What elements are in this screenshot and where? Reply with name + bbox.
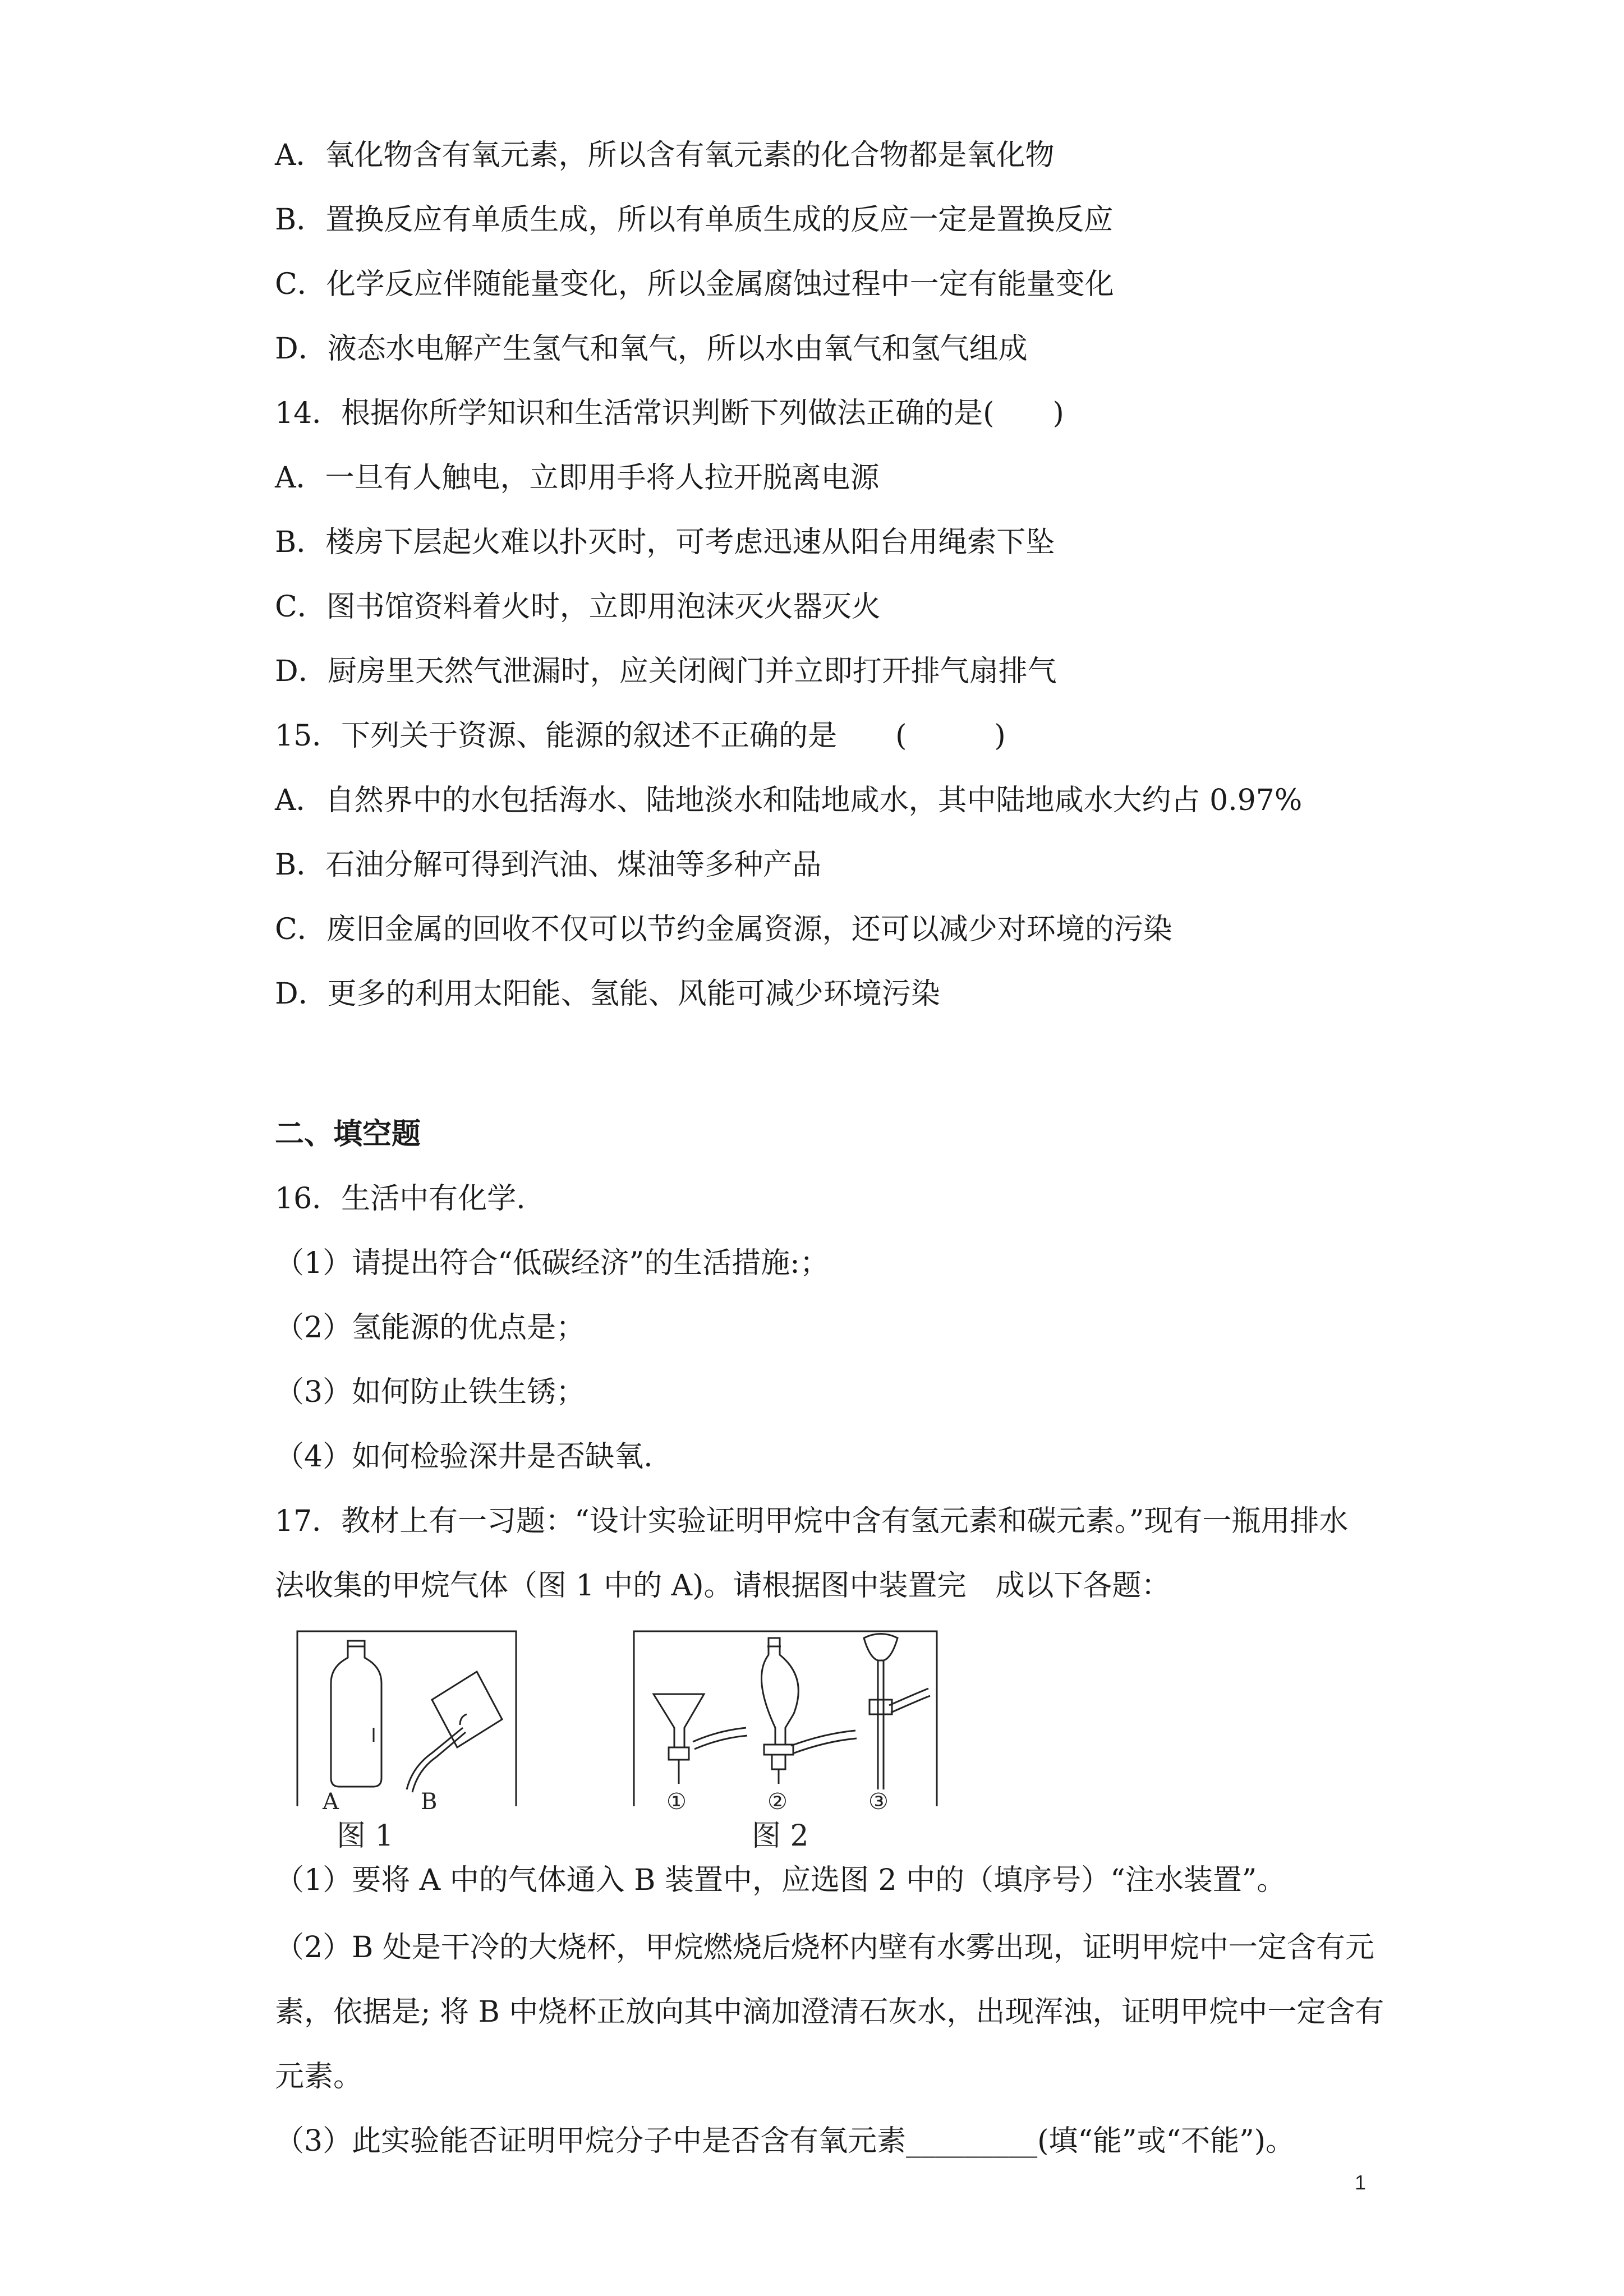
q15-option-d: D．更多的利用太阳能、氢能、风能可减少环境污染	[275, 977, 940, 1011]
q14-option-a: A．一旦有人触电，立即用手将人拉开脱离电源	[275, 461, 880, 495]
page-number: 1	[1354, 2171, 1366, 2194]
fig1-caption: 图 1	[337, 1819, 394, 1851]
q16-part-2: （2）氢能源的优点是；	[275, 1311, 586, 1345]
q16-part-3: （3）如何防止铁生锈；	[275, 1375, 586, 1409]
q15-option-a: A．自然界中的水包括海水、陆地淡水和陆地咸水，其中陆地咸水大约占 0.97%	[275, 784, 1303, 817]
fig2-label-1: ①	[666, 1789, 687, 1815]
q13-option-c: C．化学反应伴随能量变化，所以金属腐蚀过程中一定有能量变化	[275, 268, 1114, 301]
q17-stem-line-1: 17．教材上有一习题：“设计实验证明甲烷中含有氢元素和碳元素。”现有一瓶用排水	[275, 1504, 1349, 1538]
q13-option-b: B．置换反应有单质生成，所以有单质生成的反应一定是置换反应	[275, 203, 1114, 237]
q16-stem: 16．生活中有化学.	[275, 1182, 526, 1216]
q14-option-c: C．图书馆资料着火时，立即用泡沫灭火器灭火	[275, 590, 881, 624]
q14-option-b: B．楼房下层起火难以扑灭时，可考虑迅速从阳台用绳索下坠	[275, 526, 1055, 559]
q17-part-1: （1）要将 A 中的气体通入 B 装置中，应选图 2 中的（填序号）“注水装置”。	[275, 1864, 1286, 1897]
q13-option-d: D．液态水电解产生氢气和氧气，所以水由氧气和氢气组成	[275, 332, 1028, 366]
q17-stem-line-2: 法收集的甲烷气体（图 1 中的 A)。请根据图中装置完 成以下各题：	[275, 1569, 1171, 1603]
q16-part-1: （1）请提出符合“低碳经济”的生活措施:；	[275, 1246, 829, 1280]
q14-stem: 14．根据你所学知识和生活常识判断下列做法正确的是( )	[275, 397, 1064, 430]
q17-apparatus-figure	[292, 1616, 954, 1851]
q13-option-a: A．氧化物含有氧元素，所以含有氧元素的化合物都是氧化物	[275, 139, 1055, 172]
q15-stem: 15．下列关于资源、能源的叙述不正确的是 ( )	[275, 719, 1006, 753]
q14-option-d: D．厨房里天然气泄漏时，应关闭阀门并立即打开排气扇排气	[275, 655, 1057, 688]
q16-part-4: （4）如何检验深井是否缺氧.	[275, 1440, 653, 1474]
q17-part-2-line-1: （2）B 处是干冷的大烧杯，甲烷燃烧后烧杯内壁有水雾出现，证明甲烷中一定含有元	[275, 1931, 1374, 1964]
fig2-label-3: ③	[868, 1789, 889, 1815]
fig1-label-b: B	[421, 1789, 438, 1815]
q17-part-2-line-2: 素，依据是; 将 B 中烧杯正放向其中滴加澄清石灰水，出现浑浊，证明甲烷中一定含有	[275, 1995, 1384, 2029]
q15-option-b: B．石油分解可得到汽油、煤油等多种产品	[275, 848, 822, 882]
q17-part-2-line-3: 元素。	[275, 2060, 363, 2093]
q17-part-3: （3）此实验能否证明甲烷分子中是否含有氧元素_________(填“能”或“不能”)。	[275, 2124, 1295, 2158]
fig2-caption: 图 2	[752, 1819, 809, 1851]
fig2-label-2: ②	[767, 1789, 788, 1815]
fig1-label-a: A	[323, 1789, 339, 1815]
section-heading-fill-blank: 二、填空题	[275, 1117, 421, 1151]
q15-option-c: C．废旧金属的回收不仅可以节约金属资源，还可以减少对环境的污染	[275, 913, 1172, 946]
